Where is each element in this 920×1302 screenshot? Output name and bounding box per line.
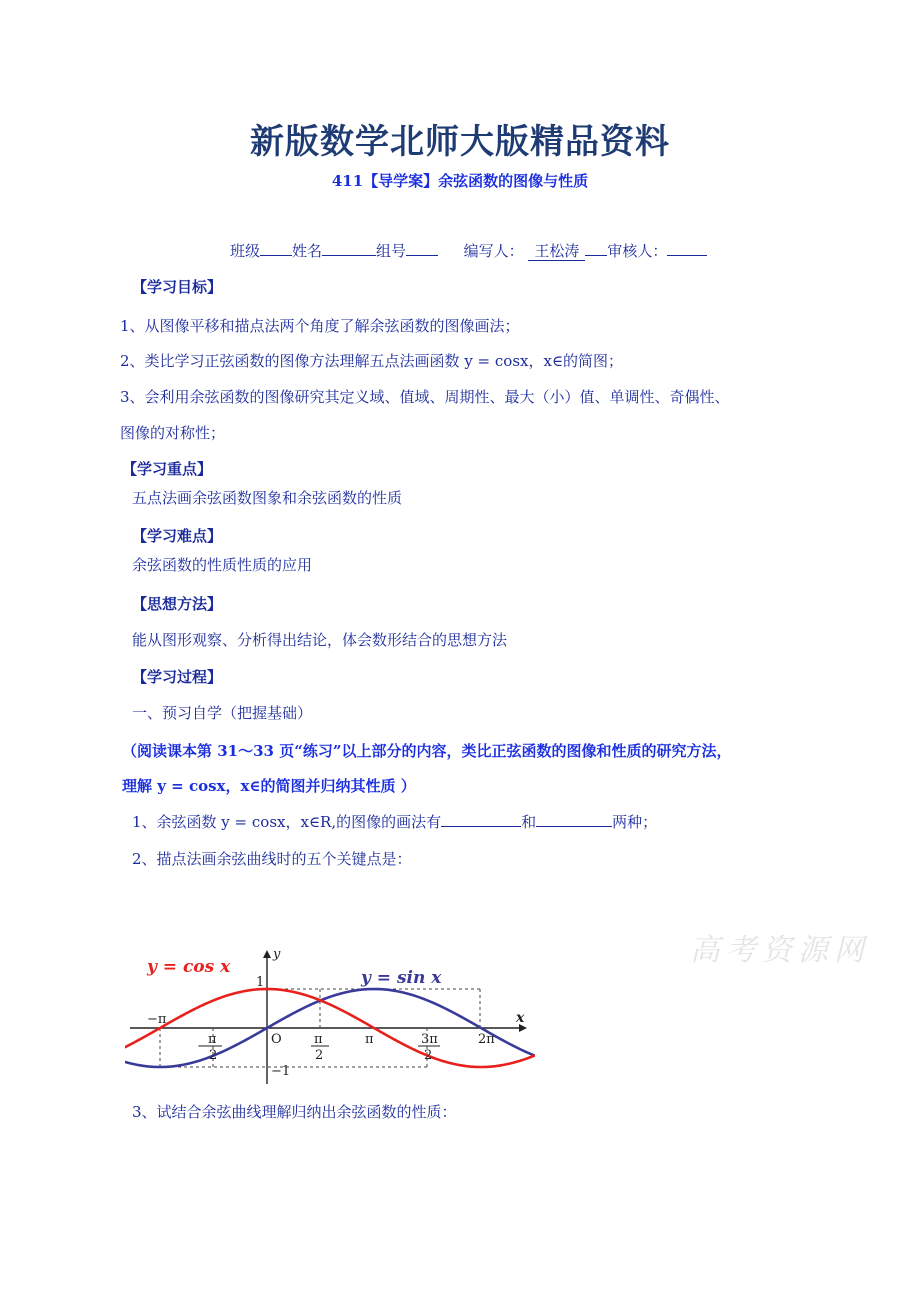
method-text: 能从图形观察、分析得出结论，体会数形结合的思想方法 (132, 631, 508, 649)
reviewer-label: 审核人： (607, 242, 668, 260)
key-heading: 【学习重点】 (122, 460, 213, 478)
objective-2: 2、类比学习正弦函数的图像方法理解五点法画函数 y = cosx，x∈的简图； (120, 352, 624, 370)
y-axis-label: y (273, 947, 281, 962)
objective-1: 1、从图像平移和描点法两个角度了解余弦函数的图像画法； (120, 317, 520, 335)
key-text: 五点法画余弦函数图象和余弦函数的性质 (132, 489, 403, 507)
objectives-heading: 【学习目标】 (132, 278, 223, 296)
difficulty-text: 余弦函数的性质性质的应用 (132, 556, 313, 574)
x-axis-label: x (516, 1010, 525, 1026)
author-label: 编写人： (463, 242, 524, 260)
class-label: 班级 (230, 242, 261, 260)
question-1-text-b: 和 (521, 813, 537, 831)
tick-neg-pi-2-den: 2 (209, 1048, 218, 1063)
tick-neg-pi: −π (147, 1012, 167, 1027)
info-row (230, 240, 707, 261)
author-name: 王松涛 (528, 242, 585, 261)
tick-3pi-2-num: 3π (421, 1032, 438, 1047)
reading-line-2: 理解 y = cosx，x∈的简图并归纳其性质 ） (122, 777, 416, 795)
tick-neg-pi-2-sign: − (197, 1039, 208, 1054)
group-label: 组号 (376, 242, 407, 260)
question-1-text-a: 1、余弦函数 y = cosx，x∈R,的图像的画法有 (132, 813, 442, 831)
method-heading: 【思想方法】 (132, 595, 223, 613)
y-axis-arrow-icon (263, 950, 271, 958)
class-blank[interactable] (260, 241, 292, 256)
name-blank[interactable] (322, 241, 376, 256)
tick-zero: O (271, 1032, 282, 1047)
document-subtitle: 411【导学案】余弦函数的图像与性质 (331, 172, 589, 190)
tick-pi-2-den: 2 (315, 1048, 324, 1063)
author-blank-tail (585, 241, 607, 256)
tick-2pi: 2π (478, 1032, 495, 1047)
question-2: 2、描点法画余弦曲线时的五个关键点是： (132, 850, 412, 868)
question-1-text-c: 两种； (612, 813, 658, 831)
group-blank[interactable] (406, 241, 438, 256)
tick-3pi-2-den: 2 (424, 1048, 433, 1063)
objective-3b: 图像的对称性； (120, 424, 226, 442)
document-title: 新版数学北师大版精品资料 (250, 122, 670, 162)
process-heading: 【学习过程】 (132, 668, 223, 686)
tick-pi-2-num: π (314, 1032, 323, 1047)
question-1 (132, 811, 657, 832)
tick-neg-one: −1 (271, 1064, 291, 1079)
cosine-label: y = cos x (147, 957, 231, 977)
tick-pi: π (365, 1032, 374, 1047)
answer-blank-2[interactable] (536, 812, 612, 827)
tick-one: 1 (256, 975, 265, 990)
reviewer-blank[interactable] (667, 241, 707, 256)
sine-cosine-graph (125, 942, 535, 1090)
sine-label: y = sin x (361, 968, 442, 988)
reading-line-1: （阅读课本第 31～33 页“练习”以上部分的内容，类比正弦函数的图像和性质的研究方法， (122, 742, 732, 760)
objective-3a: 3、会利用余弦函数的图像研究其定义域、值域、周期性、最大（小）值、单调性、奇偶性、 (120, 388, 730, 406)
name-label: 姓名 (292, 242, 323, 260)
watermark: 高考资源网 (690, 933, 870, 968)
tick-neg-pi-2-num: π (208, 1032, 217, 1047)
difficulty-heading: 【学习难点】 (132, 527, 223, 545)
question-3: 3、试结合余弦曲线理解归纳出余弦函数的性质： (132, 1103, 457, 1121)
answer-blank-1[interactable] (441, 812, 521, 827)
tick-labels (147, 975, 495, 1079)
part1-heading: 一、预习自学（把握基础） (132, 704, 313, 722)
